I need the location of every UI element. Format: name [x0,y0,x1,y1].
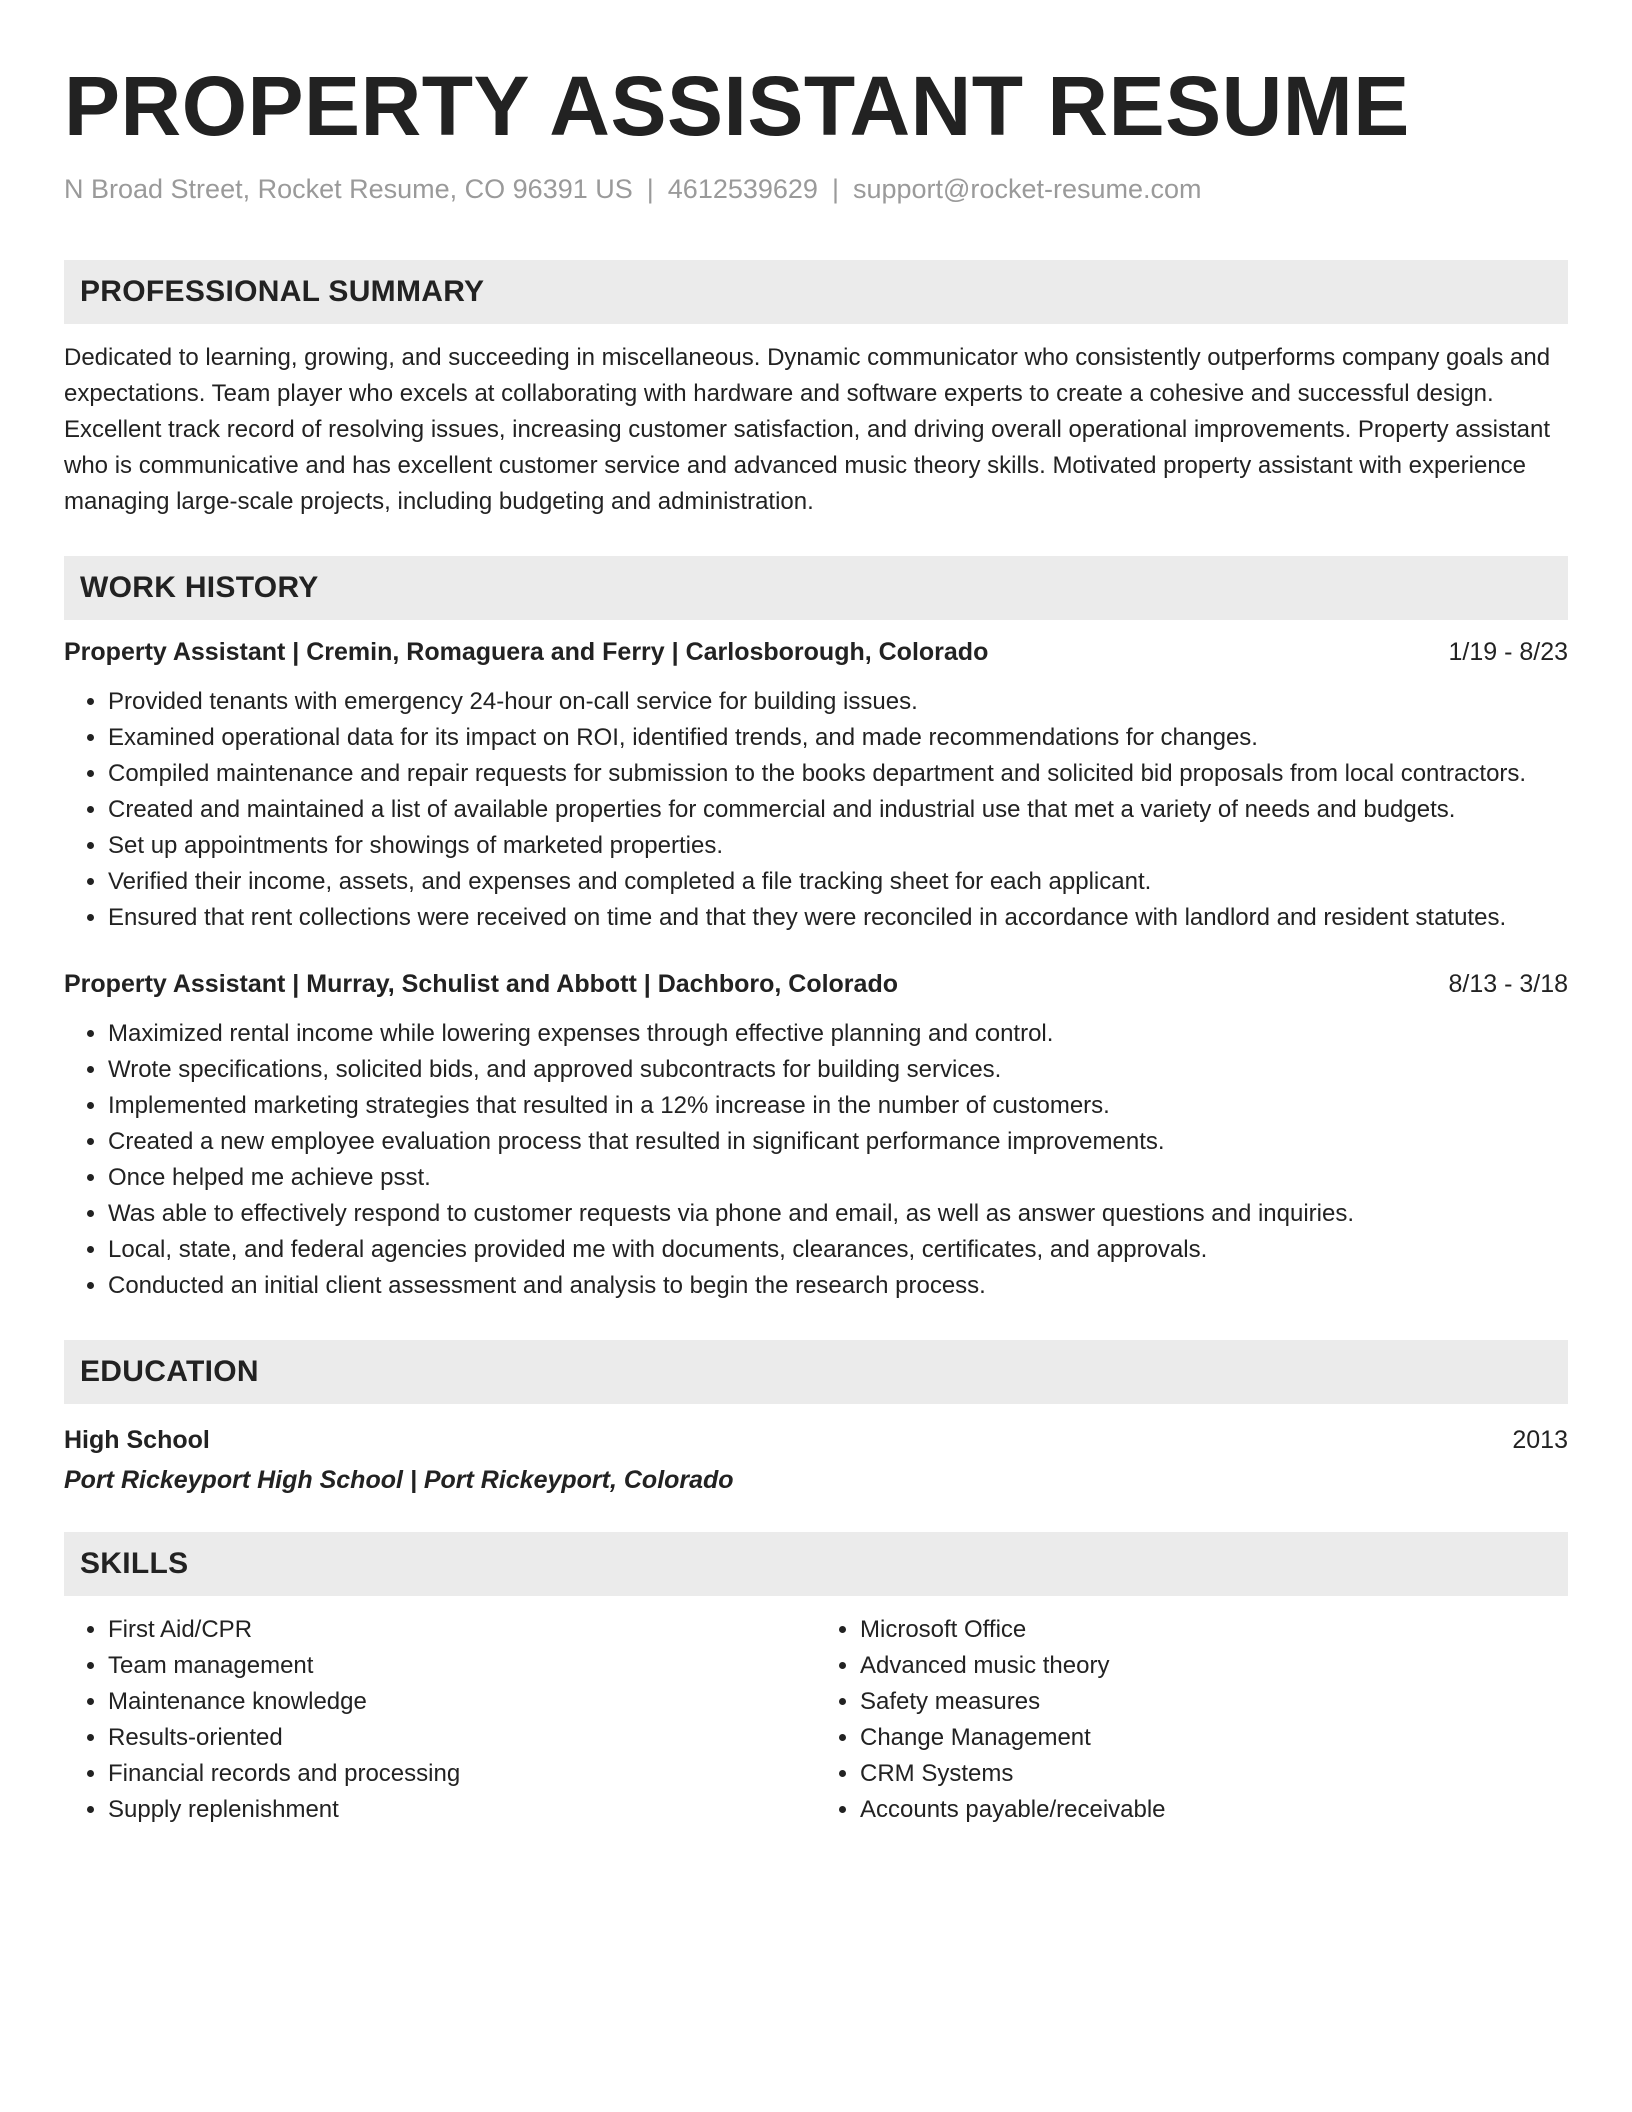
skills-list-right [816,1612,1568,1828]
job-bullet-list [64,684,1568,936]
education-header [64,1422,1568,1458]
skill-item: • Accounts payable/receivable [860,1792,1568,1828]
skills-list-left [64,1612,816,1828]
skill-item: • Microsoft Office [860,1612,1568,1648]
skill-item: • Financial records and processing [108,1756,816,1792]
job-dates: 1/19 - 8/23 [1448,638,1568,666]
job-bullet: • Was able to effectively respond to customer requests via phone and email, as well as answer questions and inquiries. [108,1196,1568,1232]
skill-item: • Results-oriented [108,1720,816,1756]
job-bullet: • Created and maintained a list of available properties for commercial and industrial use that met a variety of needs and budgets. [108,792,1568,828]
skill-item: • Safety measures [860,1684,1568,1720]
education-degree: High School [64,1426,210,1454]
job-header [64,634,1568,670]
job-bullet: • Conducted an initial client assessment and analysis to begin the research process. [108,1268,1568,1304]
skill-item: • CRM Systems [860,1756,1568,1792]
job-bullet: • Local, state, and federal agencies provided me with documents, clearances, certificates, and approvals. [108,1232,1568,1268]
skill-item: • First Aid/CPR [108,1612,816,1648]
contact-phone: 4612539629 [667,174,818,204]
contact-email: support@rocket-resume.com [852,174,1202,204]
skill-item: • Supply replenishment [108,1792,816,1828]
job-bullet: • Set up appointments for showings of marketed properties. [108,828,1568,864]
contact-separator: | [831,174,839,204]
section-header-skills: SKILLS [64,1532,1568,1596]
section-header-summary: PROFESSIONAL SUMMARY [64,260,1568,324]
section-header-education: EDUCATION [64,1340,1568,1404]
summary-text: Dedicated to learning, growing, and succeeding in miscellaneous. Dynamic communicator who consistently outperforms company goals and expectations. Team player who excels at collaborating with hardware and software experts to create a cohesive and successful design. Excellent track record of resolving issues, increasing customer satisfaction, and driving overall operational improvements. Property assistant who is communicative and has excellent customer service and advanced music theory skills. Motivated property assistant with experience managing large-scale projects, including budgeting and administration. [64,344,1551,515]
contact-line [64,172,1568,206]
job-bullet: • Wrote specifications, solicited bids, and approved subcontracts for building services. [108,1052,1568,1088]
job-header [64,966,1568,1002]
job-bullet: • Examined operational data for its impact on ROI, identified trends, and made recommendations for changes. [108,720,1568,756]
education-year: 2013 [1512,1426,1568,1454]
skill-item: • Change Management [860,1720,1568,1756]
job-bullet: • Created a new employee evaluation process that resulted in significant performance improvements. [108,1124,1568,1160]
job-dates: 8/13 - 3/18 [1448,970,1568,998]
skills-columns [64,1612,1568,1828]
job-title: Property Assistant | Murray, Schulist and Abbott | Dachboro, Colorado [64,970,898,998]
skill-item: • Team management [108,1648,816,1684]
skill-item: • Maintenance knowledge [108,1684,816,1720]
job-title: Property Assistant | Cremin, Romaguera and Ferry | Carlosborough, Colorado [64,638,989,666]
contact-address: N Broad Street, Rocket Resume, CO 96391 US [64,174,633,204]
job-bullet: • Compiled maintenance and repair requests for submission to the books department and solicited bid proposals from local contractors. [108,756,1568,792]
section-header-work-history: WORK HISTORY [64,556,1568,620]
job-bullet: • Once helped me achieve psst. [108,1160,1568,1196]
job-bullet: • Maximized rental income while lowering expenses through effective planning and control. [108,1016,1568,1052]
job-bullet: • Implemented marketing strategies that resulted in a 12% increase in the number of customers. [108,1088,1568,1124]
resume-title: PROPERTY ASSISTANT RESUME [64,59,1410,153]
job-bullet: • Ensured that rent collections were received on time and that they were reconciled in accordance with landlord and resident statutes. [108,900,1568,936]
skill-item: • Advanced music theory [860,1648,1568,1684]
job-bullet: • Verified their income, assets, and expenses and completed a file tracking sheet for each applicant. [108,864,1568,900]
job-bullet-list [64,1016,1568,1304]
education-school: Port Rickeyport High School | Port Rickeyport, Colorado [64,1466,734,1494]
contact-separator: | [646,174,654,204]
job-bullet: • Provided tenants with emergency 24-hour on-call service for building issues. [108,684,1568,720]
